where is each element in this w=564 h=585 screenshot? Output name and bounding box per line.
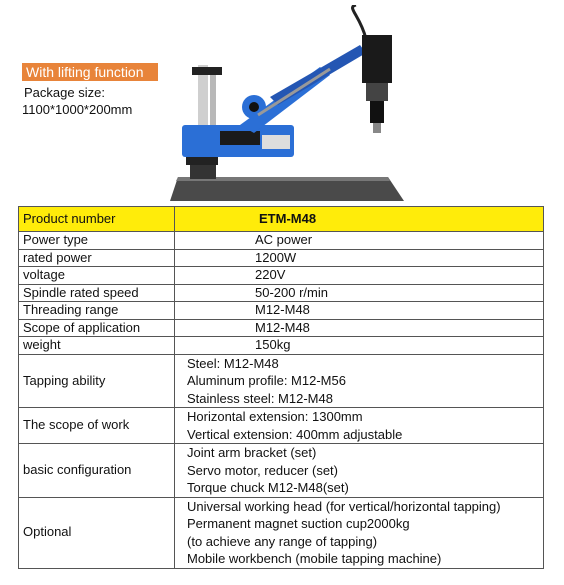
tapping-machine-photo	[170, 5, 404, 201]
spec-header-row	[19, 207, 544, 232]
spec-line: Aluminum profile: M12-M56	[187, 373, 346, 388]
feature-badge: With lifting function	[22, 63, 158, 81]
spec-line: Steel: M12-M48	[187, 355, 279, 371]
table-row	[19, 497, 544, 568]
spec-line: Joint arm bracket (set)	[187, 445, 317, 460]
spec-line: Torque chuck M12-M48(set)	[187, 480, 349, 495]
spec-value-list	[175, 497, 544, 568]
spec-line: Universal working head (for vertical/horizontal tapping)	[187, 498, 501, 514]
table-row	[19, 284, 544, 302]
spec-value: 220V	[175, 267, 544, 285]
spec-value: 150kg	[175, 337, 544, 355]
spec-key: Spindle rated speed	[19, 284, 175, 302]
spec-value-list	[175, 444, 544, 498]
spec-value-list	[175, 408, 544, 444]
table-row	[19, 354, 544, 408]
spec-key: Power type	[19, 232, 175, 250]
spec-key: Scope of application	[19, 319, 175, 337]
spec-line: Vertical extension: 400mm adjustable	[187, 426, 403, 442]
spec-value: 1200W	[175, 249, 544, 267]
spec-line: (to achieve any range of tapping)	[187, 533, 378, 549]
spec-value: AC power	[175, 232, 544, 250]
spec-line: Servo motor, reducer (set)	[187, 462, 338, 478]
spec-key: weight	[19, 337, 175, 355]
spec-key: Product number	[19, 207, 175, 232]
spec-value: M12-M48	[175, 319, 544, 337]
table-row	[19, 408, 544, 444]
spec-line: Mobile workbench (mobile tapping machine)	[187, 551, 442, 566]
spec-key: voltage	[19, 267, 175, 285]
spec-line: Permanent magnet suction cup2000kg	[187, 516, 410, 531]
spec-key: rated power	[19, 249, 175, 267]
spec-line: Stainless steel: M12-M48	[187, 390, 333, 406]
spec-value: ETM-M48	[175, 207, 544, 232]
spec-line: Horizontal extension: 1300mm	[187, 409, 363, 424]
spec-table	[18, 206, 544, 569]
package-size-value: 1100*1000*200mm	[22, 102, 133, 117]
table-row	[19, 232, 544, 250]
spec-key: Threading range	[19, 302, 175, 320]
spec-value: M12-M48	[175, 302, 544, 320]
spec-value-list	[175, 354, 544, 408]
spec-key: The scope of work	[19, 408, 175, 444]
package-size-label: Package size:	[24, 85, 105, 100]
table-row	[19, 444, 544, 498]
spec-key: basic configuration	[19, 444, 175, 498]
spec-key: Optional	[19, 497, 175, 568]
spec-value: 50-200 r/min	[175, 284, 544, 302]
table-row	[19, 302, 544, 320]
spec-key: Tapping ability	[19, 354, 175, 408]
table-row	[19, 267, 544, 285]
table-row	[19, 337, 544, 355]
table-row	[19, 319, 544, 337]
table-row	[19, 249, 544, 267]
